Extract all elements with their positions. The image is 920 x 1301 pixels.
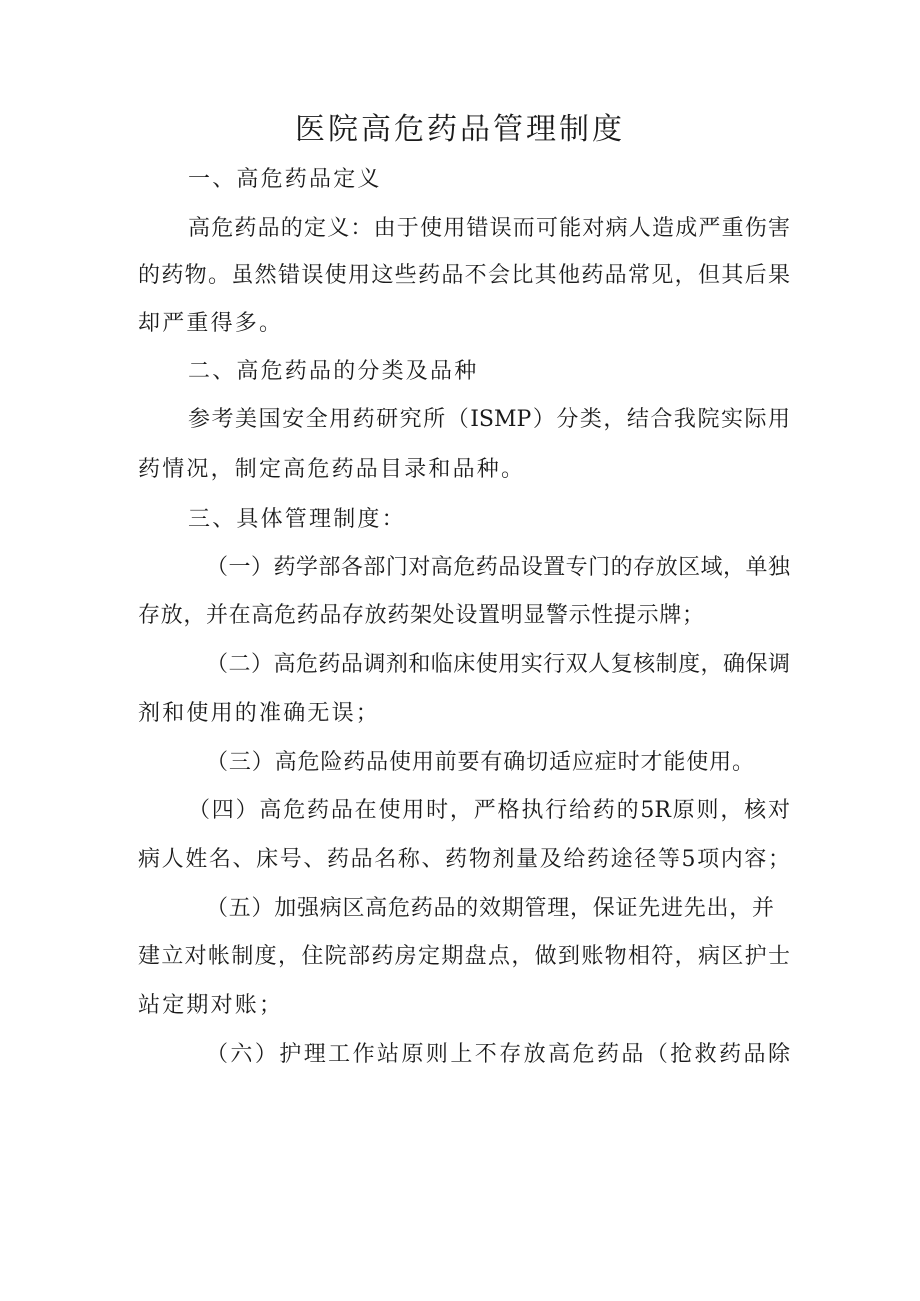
list-item-line: （四）高危药品在使用时，严格执行给药的5R原则，核对 (188, 798, 790, 823)
paragraph-line: 的药物。虽然错误使用这些药品不会比其他药品常见，但其后果 (138, 263, 790, 288)
list-item-line: （五）加强病区高危药品的效期管理，保证先进先出，并 (206, 896, 774, 921)
list-item-line: 剂和使用的准确无误； (138, 701, 381, 726)
list-item-line: （二）高危药品调剂和临床使用实行双人复核制度，确保调 (206, 652, 790, 677)
list-item-line: 站定期对账； (138, 993, 284, 1018)
section-heading-3: 三、具体管理制度： (188, 507, 406, 532)
list-item-line: （三）高危险药品使用前要有确切适应症时才能使用。 (206, 750, 754, 775)
list-item-line: 病人姓名、床号、药品名称、药物剂量及给药途径等5项内容； (138, 847, 790, 872)
list-item-line: 存放，并在高危药品存放药架处设置明显警示性提示牌； (138, 603, 704, 628)
list-item-line: （六）护理工作站原则上不存放高危药品（抢救药品除 (206, 1042, 790, 1067)
paragraph-line: 却严重得多。 (138, 311, 284, 336)
section-heading-2: 二、高危药品的分类及品种 (188, 359, 479, 384)
paragraph-line: 高危药品的定义：由于使用错误而可能对病人造成严重伤害 (188, 216, 790, 241)
section-heading-1: 一、高危药品定义 (188, 167, 382, 192)
paragraph-line: 药情况，制定高危药品目录和品种。 (138, 457, 526, 482)
document-title: 医院高危药品管理制度 (295, 112, 625, 147)
list-item-line: 建立对帐制度，住院部药房定期盘点，做到账物相符，病区护士 (138, 944, 790, 969)
paragraph-line: 参考美国安全用药研究所（ISMP）分类，结合我院实际用 (188, 407, 790, 432)
list-item-line: （一）药学部各部门对高危药品设置专门的存放区域，单独 (206, 555, 790, 580)
